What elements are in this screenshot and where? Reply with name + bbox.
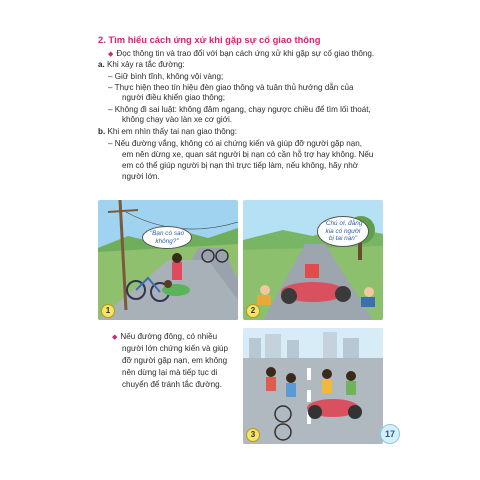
bullet-2-text: chuyển để tránh tắc đường. [122,380,222,389]
diamond-bullet-icon: ◆ [112,334,118,341]
speech-line: bị tai nạn" [328,235,358,242]
intro-text: Đọc thông tin và trao đổi với bạn cách ứng xử khi gặp sự cố giao thông. [116,49,375,58]
section-a-item [108,72,223,82]
bullet-2-text: đỡ người gặp nạn, em không [122,356,228,365]
panel-number-badge: 3 [246,428,260,442]
section-b-text: em có thể giúp người bị nạn thì trực tiếp làm, nếu không, hãy nhờ [122,161,359,170]
bullet-2-line [112,332,217,343]
section-a-text: không chạy vào làn xe cơ giới. [122,115,233,124]
speech-line: không?" [155,237,179,245]
illustration-panel-3 [243,328,383,444]
section-a-title [98,60,185,70]
section-a-text: Thực hiện theo tín hiệu đèn giao thông và tuân thủ hướng dẫn của [114,83,354,92]
dash-marker: – [108,139,113,148]
section-b-title [98,127,237,137]
road-scene-illustration [243,200,383,320]
speech-bubble [317,216,369,247]
section-b-text: Nếu đường vắng, không có ai chứng kiến và giúp đỡ người gặp nạn, [114,139,363,148]
intro-line [108,49,374,60]
section-b-title-text: Khi em nhìn thấy tai nạn giao thông: [107,127,238,136]
dash-marker: – [108,83,113,92]
section-b-marker: b. [98,127,106,136]
panel-number-badge: 2 [246,304,260,318]
section-a-item [108,83,354,93]
crowd-scene-illustration [243,328,383,444]
illustration-panel-2 [243,200,383,320]
section-a-item [108,105,371,115]
panel-number-badge: 1 [101,304,115,318]
speech-line: "Bạn có sao [149,230,185,237]
section-b-text: em nên dừng xe, quan sát người bị nạn có cần hỗ trợ hay không. Nếu [122,150,374,159]
dash-marker: – [108,72,113,81]
road-scene-illustration [98,200,238,320]
section-b-text: người lớn. [122,172,160,181]
bullet-2-text: Nếu đường đông, có nhiều [120,332,218,341]
section-b-item [108,139,362,149]
bullet-2-text: nên dừng lại mà tiếp tục di [122,368,218,377]
speech-line: kia có người [325,227,361,235]
section-a-title-text: Khi xảy ra tắc đường: [107,60,185,69]
diamond-bullet-icon: ◆ [108,51,114,58]
section-a-text: Không đi sai luật: không đâm ngang, chạy ngược chiều để tìm lối thoát, [114,105,371,114]
section-a-text: Giữ bình tĩnh, không vội vàng; [114,72,224,81]
section-heading: 2. Tìm hiểu cách ứng xử khi gặp sự cố giao thông [98,34,321,45]
section-a-marker: a. [98,60,105,69]
illustration-panel-1 [98,200,238,320]
speech-bubble [142,226,192,249]
speech-line: "Chú ơi, đằng [323,220,363,227]
page-number: 17 [380,424,400,444]
dash-marker: – [108,105,113,114]
bullet-2-text: người lớn chứng kiến và giúp [122,344,229,353]
section-a-text: người điều khiển giao thông; [122,93,225,102]
